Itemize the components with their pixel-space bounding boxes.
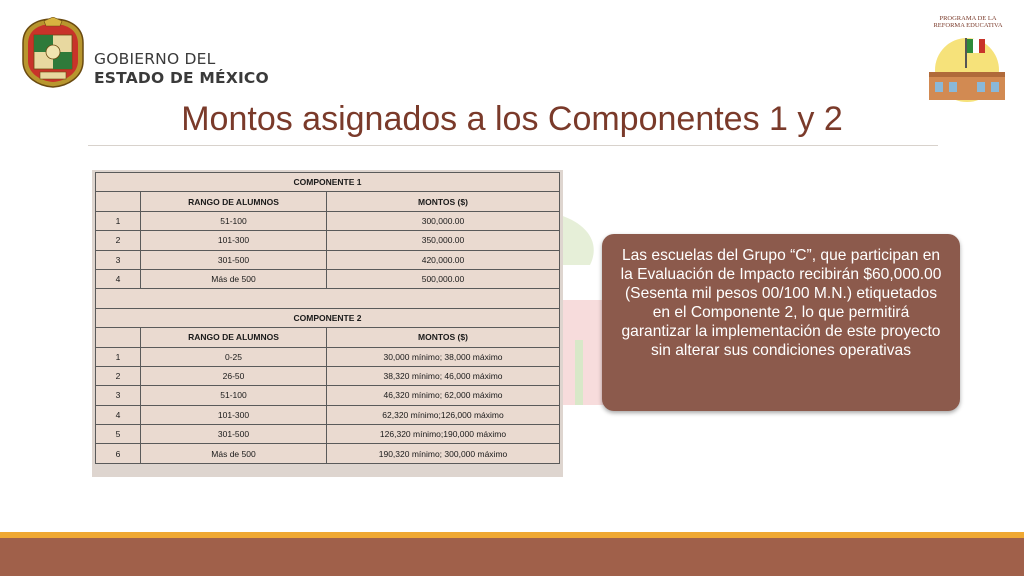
- component1-title: COMPONENTE 1: [96, 173, 560, 192]
- table-cell: 4: [96, 269, 141, 288]
- table-row: [96, 289, 560, 308]
- table-row: [96, 328, 560, 347]
- table-cell: 38,320 mínimo; 46,000 máximo: [327, 366, 560, 385]
- column-header-range: RANGO DE ALUMNOS: [141, 328, 327, 347]
- estado-de-mexico-coat-of-arms-logo: [20, 17, 86, 89]
- program-name-line1: PROGRAMA DE LA: [939, 15, 997, 22]
- table-cell: [96, 328, 141, 347]
- table-cell: 101-300: [141, 231, 327, 250]
- table-row: [96, 192, 560, 211]
- table-cell: 51-100: [141, 386, 327, 405]
- table-row: [96, 211, 560, 230]
- table-cell: 46,320 mínimo; 62,000 máximo: [327, 386, 560, 405]
- table-row: [96, 444, 560, 463]
- program-name: [928, 15, 1008, 29]
- table-cell: 420,000.00: [327, 250, 560, 269]
- table-cell: 51-100: [141, 211, 327, 230]
- table-cell: 26-50: [141, 366, 327, 385]
- table-cell: 3: [96, 250, 141, 269]
- table-row: [96, 308, 560, 327]
- table-row: [96, 386, 560, 405]
- table-row: [96, 250, 560, 269]
- table-cell: 4: [96, 405, 141, 424]
- column-header-amount: MONTOS ($): [327, 328, 560, 347]
- table-row: [96, 269, 560, 288]
- components-table-panel: [92, 170, 563, 477]
- government-name: [94, 50, 269, 88]
- table-cell: 190,320 mínimo; 300,000 máximo: [327, 444, 560, 463]
- table-row: [96, 347, 560, 366]
- table-cell: 5: [96, 425, 141, 444]
- column-header-amount: MONTOS ($): [327, 192, 560, 211]
- table-cell: 300,000.00: [327, 211, 560, 230]
- table-cell: Más de 500: [141, 269, 327, 288]
- table-cell: 301-500: [141, 250, 327, 269]
- table-cell: 1: [96, 347, 141, 366]
- table-cell: [96, 192, 141, 211]
- table-cell: 126,320 mínimo;190,000 máximo: [327, 425, 560, 444]
- table-cell: 2: [96, 366, 141, 385]
- table-cell: 6: [96, 444, 141, 463]
- table-cell: 301-500: [141, 425, 327, 444]
- gov-name-line1: GOBIERNO DEL: [94, 50, 216, 68]
- gov-name-line2: ESTADO DE MÉXICO: [94, 69, 269, 87]
- slide-title: Montos asignados a los Componentes 1 y 2: [181, 100, 843, 138]
- table-cell: 62,320 mínimo;126,000 máximo: [327, 405, 560, 424]
- program-name-line2: REFORMA EDUCATIVA: [933, 22, 1003, 29]
- table-spacer-row: [96, 289, 560, 308]
- component2-title: COMPONENTE 2: [96, 308, 560, 327]
- table-row: [96, 173, 560, 192]
- table-row: [96, 405, 560, 424]
- table-cell: 1: [96, 211, 141, 230]
- table-cell: 0-25: [141, 347, 327, 366]
- footer-bar: [0, 538, 1024, 576]
- table-cell: 500,000.00: [327, 269, 560, 288]
- table-row: [96, 366, 560, 385]
- title-divider: [88, 145, 938, 146]
- table-cell: 101-300: [141, 405, 327, 424]
- components-table: [95, 172, 560, 464]
- table-cell: 30,000 mínimo; 38,000 máximo: [327, 347, 560, 366]
- table-cell: Más de 500: [141, 444, 327, 463]
- group-c-callout: Las escuelas del Grupo “C”, que participan en la Evaluación de Impacto recibirán $60,000.00 (Sesenta mil pesos 00/100 M.N.) etiquetados en el Componente 2, lo que permitirá garantizar la implementación de este proyecto sin alterar sus condiciones operativas: [602, 234, 960, 411]
- table-row: [96, 425, 560, 444]
- table-cell: 2: [96, 231, 141, 250]
- table-cell: 3: [96, 386, 141, 405]
- table-cell: 350,000.00: [327, 231, 560, 250]
- table-row: [96, 231, 560, 250]
- column-header-range: RANGO DE ALUMNOS: [141, 192, 327, 211]
